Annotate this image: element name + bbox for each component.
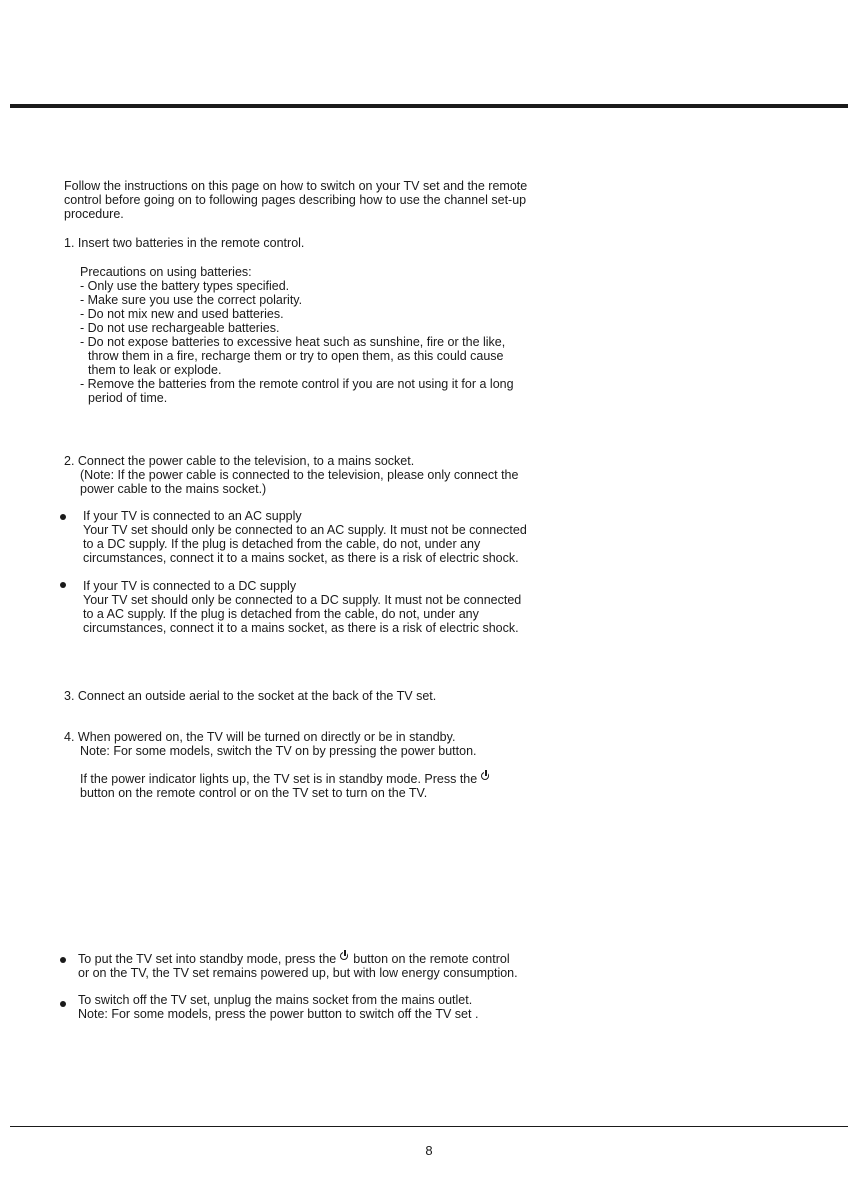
page-number: 8: [425, 1143, 433, 1158]
ac-supply-title: If your TV is connected to an AC supply: [83, 509, 302, 523]
footer-rule: [10, 1126, 848, 1127]
power-icon: [481, 772, 489, 780]
precaution-item: - Only use the battery types specified.: [80, 279, 290, 293]
ac-supply-text: Your TV set should only be connected to an AC supply. It must not be connected: [83, 523, 527, 537]
precaution-item-cont: throw them in a fire, recharge them or try to open them, as this could cause: [88, 349, 504, 363]
standby-bullet-line: To put the TV set into standby mode, press the button on the remote control: [78, 952, 510, 966]
standby-bullet: [60, 952, 600, 980]
ac-supply-text: circumstances, connect it to a mains socket, as there is a risk of electric shock.: [83, 551, 519, 565]
precaution-item-cont: them to leak or explode.: [88, 363, 222, 377]
precaution-item: - Do not expose batteries to excessive heat such as sunshine, fire or the like,: [80, 335, 506, 349]
precautions-title: Precautions on using batteries:: [80, 265, 252, 279]
bullet-dot-icon: [60, 582, 66, 588]
ac-supply-text: to a DC supply. If the plug is detached from the cable, do not, under any: [83, 537, 481, 551]
standby-line: button on the remote control or on the TV set to turn on the TV.: [80, 786, 428, 800]
header-rule: [10, 104, 848, 108]
step-4: [64, 730, 604, 758]
bullet-dot-icon: [60, 1001, 66, 1007]
step-2-note: (Note: If the power cable is connected to the television, please only connect the: [80, 468, 519, 482]
intro-line: control before going on to following pages describing how to use the channel set-up: [64, 193, 527, 207]
switch-off-line: To switch off the TV set, unplug the mains socket from the mains outlet.: [78, 993, 473, 1007]
bullet-dot-icon: [60, 957, 66, 963]
step-3: [64, 689, 604, 703]
standby-instruction: [64, 772, 604, 800]
step-3-heading: 3. Connect an outside aerial to the socket at the back of the TV set.: [64, 689, 437, 703]
precaution-item: - Do not mix new and used batteries.: [80, 307, 284, 321]
precaution-item-cont: period of time.: [88, 391, 168, 405]
step-4-note: Note: For some models, switch the TV on by pressing the power button.: [80, 744, 477, 758]
step-2-heading: 2. Connect the power cable to the television, to a mains socket.: [64, 454, 415, 468]
step-4-heading: 4. When powered on, the TV will be turned on directly or be in standby.: [64, 730, 456, 744]
precaution-item: - Remove the batteries from the remote control if you are not using it for a long: [80, 377, 514, 391]
intro-line: Follow the instructions on this page on how to switch on your TV set and the remote: [64, 179, 528, 193]
precaution-item: - Make sure you use the correct polarity.: [80, 293, 303, 307]
ac-supply-bullet: [60, 509, 600, 565]
dc-supply-text: to a AC supply. If the plug is detached from the cable, do not, under any: [83, 607, 479, 621]
power-icon: [340, 952, 348, 960]
dc-supply-bullet: [60, 579, 600, 635]
intro-paragraph: [64, 179, 604, 221]
standby-line: If the power indicator lights up, the TV set is in standby mode. Press the: [64, 772, 604, 786]
step-2-note: power cable to the mains socket.): [80, 482, 267, 496]
step-1: [64, 236, 604, 250]
step-1-heading: 1. Insert two batteries in the remote control.: [64, 236, 305, 250]
step-2: [64, 454, 604, 496]
precaution-item: - Do not use rechargeable batteries.: [80, 321, 280, 335]
switch-off-bullet: [60, 993, 600, 1021]
bullet-dot-icon: [60, 514, 66, 520]
standby-bullet-line: or on the TV, the TV set remains powered up, but with low energy consumption.: [78, 966, 518, 980]
battery-precautions: [64, 265, 604, 405]
dc-supply-text: circumstances, connect it to a mains socket, as there is a risk of electric shock.: [83, 621, 519, 635]
intro-line: procedure.: [64, 207, 124, 221]
switch-off-line: Note: For some models, press the power button to switch off the TV set .: [78, 1007, 479, 1021]
dc-supply-title: If your TV is connected to a DC supply: [83, 579, 297, 593]
dc-supply-text: Your TV set should only be connected to a DC supply. It must not be connected: [83, 593, 522, 607]
